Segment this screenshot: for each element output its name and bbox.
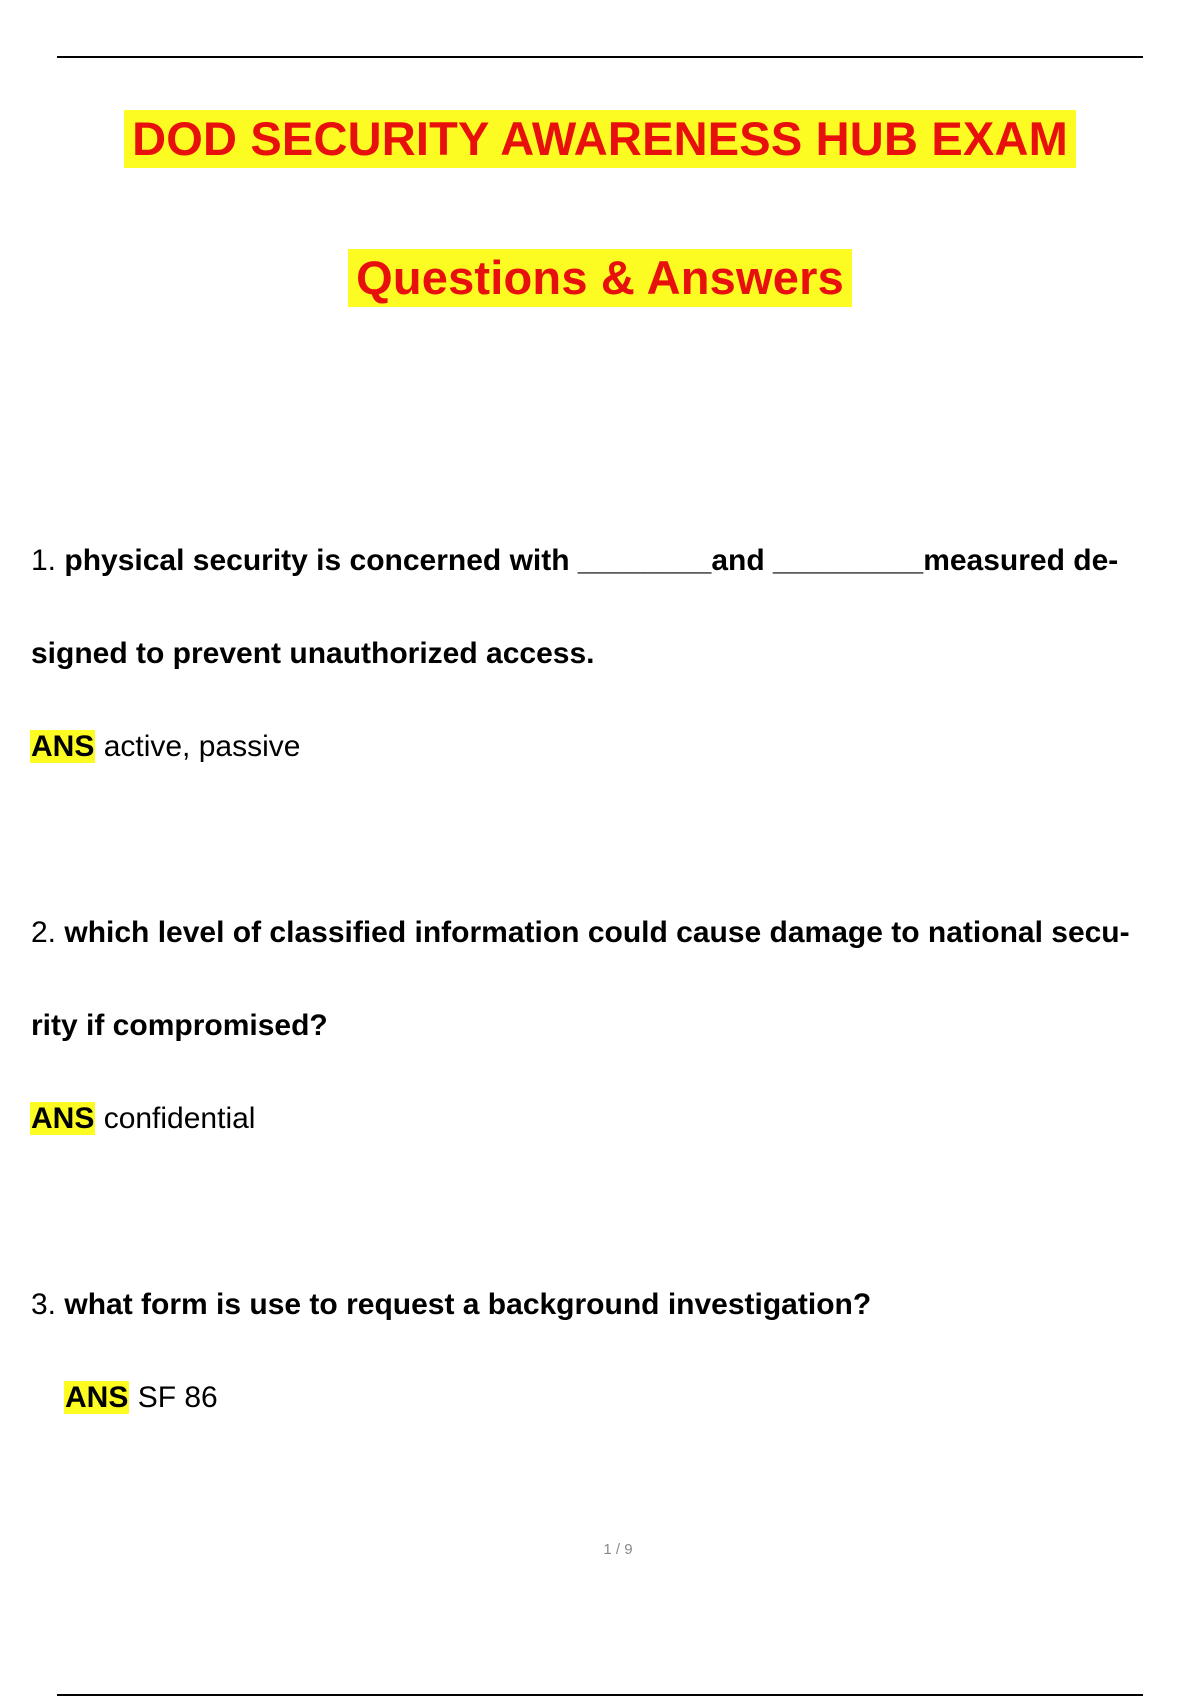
- answer-2: [30, 1099, 255, 1139]
- question-2-text-continued: rity if compromised?: [31, 1009, 328, 1042]
- question-3-line-1: [31, 1285, 871, 1325]
- question-2-line-1: [31, 913, 1130, 953]
- question-2-text: which level of classified information could cause damage to national secu-: [64, 916, 1130, 949]
- top-rule: [57, 56, 1143, 58]
- question-1-text: physical security is concerned with ________and _________measured de-: [64, 544, 1119, 577]
- answer-2-value: confidential: [103, 1102, 256, 1135]
- answer-3-value: SF 86: [137, 1381, 218, 1414]
- question-1-number: 1.: [31, 544, 57, 577]
- document-title-line: [0, 110, 1200, 168]
- document-subtitle-line: [0, 249, 1200, 307]
- page-indicator: 1 / 9: [603, 1541, 633, 1558]
- question-2-line-2: [31, 1006, 328, 1046]
- answer-3: [64, 1378, 218, 1418]
- answer-1-label: ANS: [31, 730, 95, 763]
- answer-1: [30, 727, 300, 767]
- document-title: DOD SECURITY AWARENESS HUB EXAM: [124, 110, 1076, 168]
- answer-3-label: ANS: [65, 1381, 129, 1414]
- question-3-number: 3.: [31, 1288, 57, 1321]
- question-1-line-1: [31, 541, 1118, 581]
- answer-2-label: ANS: [31, 1102, 95, 1135]
- bottom-rule: [57, 1694, 1143, 1696]
- question-1-text-continued: signed to prevent unauthorized access.: [31, 637, 595, 670]
- question-2-number: 2.: [31, 916, 57, 949]
- question-1-line-2: [31, 634, 594, 674]
- answer-1-value: active, passive: [103, 730, 301, 763]
- document-subtitle: Questions & Answers: [348, 249, 852, 307]
- question-3-text: what form is use to request a background investigation?: [64, 1288, 872, 1321]
